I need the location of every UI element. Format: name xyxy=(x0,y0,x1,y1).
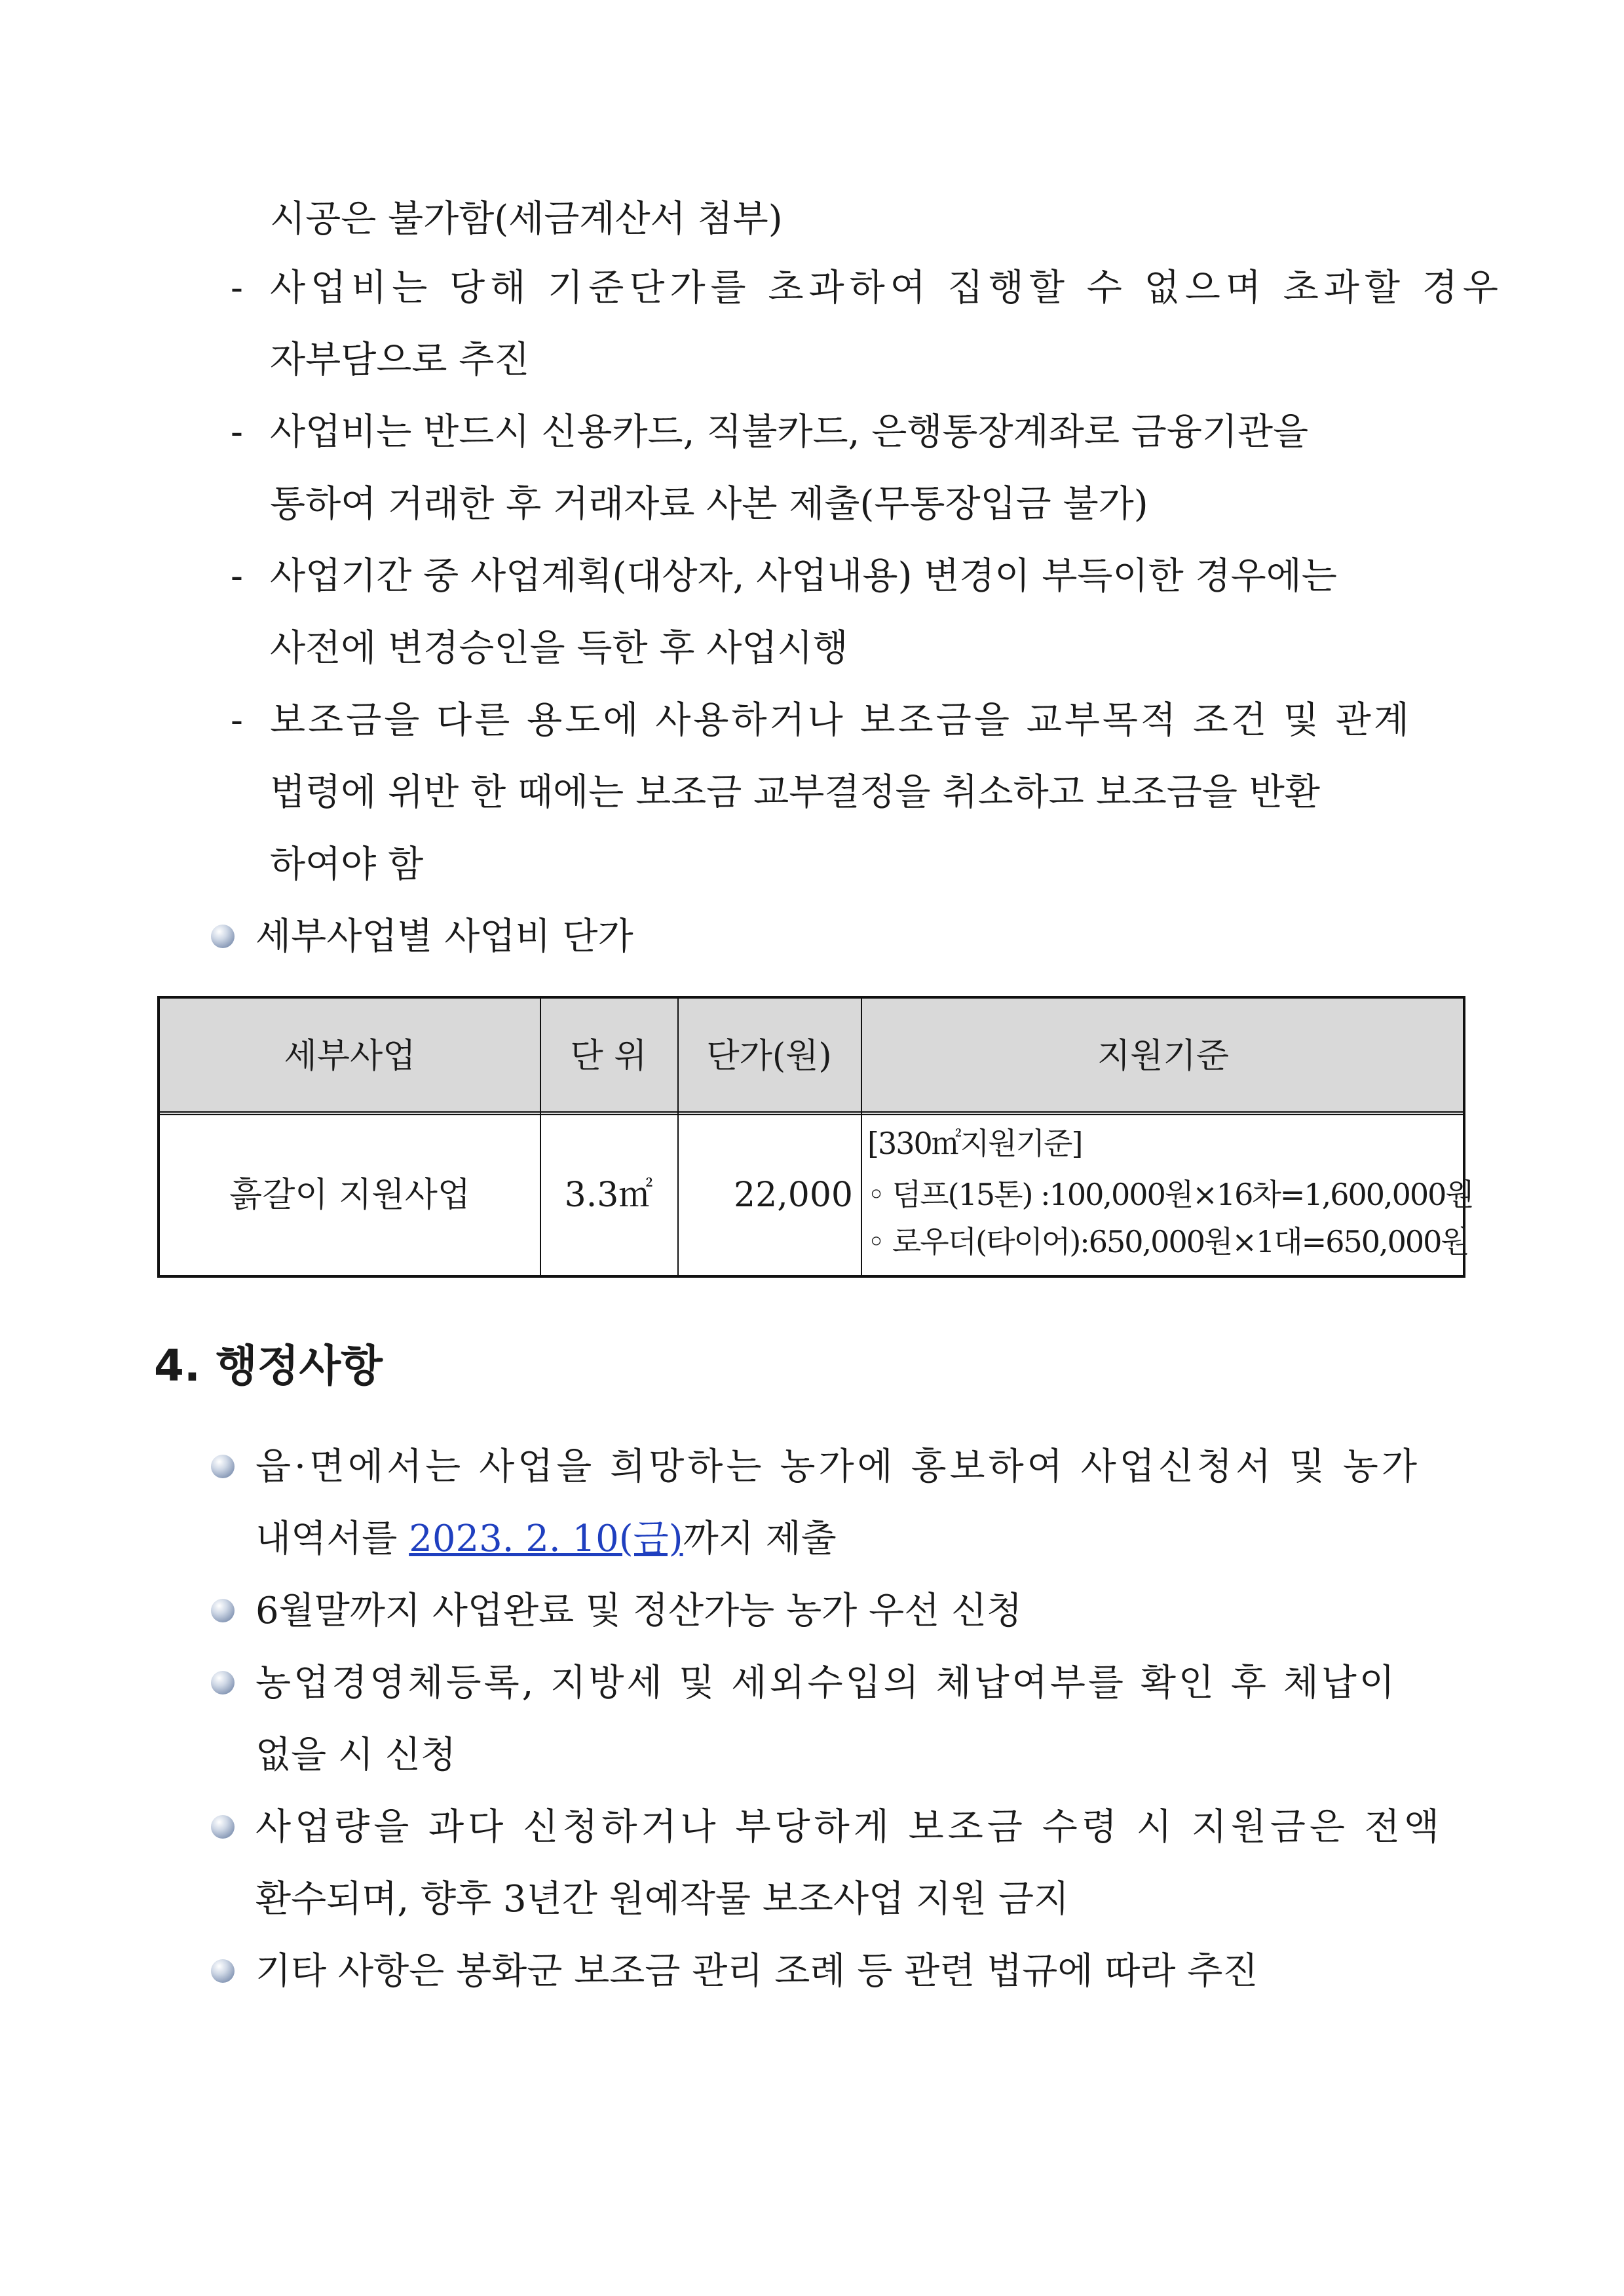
dash-marker: - xyxy=(231,555,243,598)
paragraph-line: 통하여 거래한 후 거래자료 사본 제출(무통장입금 불가) xyxy=(270,483,1148,526)
sphere-bullet-icon xyxy=(211,1671,235,1694)
admin-item-line: 없을 시 신청 xyxy=(255,1734,457,1776)
sphere-bullet-icon xyxy=(211,925,235,948)
section-heading: 4. 행정사항 xyxy=(154,1341,383,1391)
admin-item-line: 환수되며, 향후 3년간 원예작물 보조사업 지원 금지 xyxy=(255,1878,1070,1921)
paragraph-line: 사업기간 중 사업계획(대상자, 사업내용) 변경이 부득이한 경우에는 xyxy=(270,555,1337,598)
paragraph-line: 사전에 변경승인을 득한 후 사업시행 xyxy=(270,627,848,670)
cell-criteria-line: [330㎡지원기준] xyxy=(867,1126,1082,1161)
sphere-bullet-icon xyxy=(211,1599,235,1622)
sphere-bullet-icon xyxy=(211,1815,235,1839)
dash-marker: - xyxy=(231,411,243,453)
paragraph-line: 보조금을 다른 용도에 사용하거나 보조금을 교부목적 조건 및 관계 xyxy=(270,699,1412,742)
paragraph-line: 사업비는 반드시 신용카드, 직불카드, 은행통장계좌로 금융기관을 xyxy=(270,411,1309,453)
admin-item-text: 내역서를 xyxy=(255,1518,409,1560)
paragraph-line: 자부담으로 추진 xyxy=(270,339,530,381)
cell-project: 흙갈이 지원사업 xyxy=(229,1176,471,1215)
header-unit: 단 위 xyxy=(570,1037,647,1076)
cell-unit: 3.3㎡ xyxy=(564,1176,653,1215)
admin-item-line: 농업경영체등록, 지방세 및 세외수입의 체납여부를 확인 후 체납이 xyxy=(255,1662,1397,1704)
dash-marker: - xyxy=(231,699,243,742)
paragraph-line: 하여야 함 xyxy=(270,843,424,886)
header-project: 세부사업 xyxy=(284,1037,416,1076)
sphere-bullet-icon xyxy=(211,1959,235,1983)
dash-marker: - xyxy=(231,267,243,309)
admin-item-line: 읍·면에서는 사업을 희망하는 농가에 홍보하여 사업신청서 및 농가 xyxy=(255,1445,1420,1488)
header-criteria: 지원기준 xyxy=(1097,1037,1229,1076)
admin-item-line: 6월말까지 사업완료 및 정산가능 농가 우선 신청 xyxy=(255,1590,1023,1632)
cell-criteria-line: ◦ 덤프(15톤) :100,000원×16차=1,600,000원 xyxy=(867,1177,1473,1212)
continuation-line: 시공은 불가함(세금계산서 첨부) xyxy=(270,198,783,240)
admin-item-line: 사업량을 과다 신청하거나 부당하게 보조금 수령 시 지원금은 전액 xyxy=(255,1806,1443,1848)
section-subtitle: 세부사업별 사업비 단가 xyxy=(255,915,633,958)
admin-item-text: 까지 제출 xyxy=(683,1518,837,1560)
cell-criteria-line: ◦ 로우더(타이어):650,000원×1대=650,000원 xyxy=(867,1224,1469,1259)
unit-price-table xyxy=(157,996,1473,1278)
sphere-bullet-icon xyxy=(211,1455,235,1478)
admin-item-line xyxy=(255,1516,837,1562)
header-price: 단가(원) xyxy=(706,1037,832,1076)
admin-item-line: 기타 사항은 봉화군 보조금 관리 조례 등 관련 법규에 따라 추진 xyxy=(255,1950,1258,1993)
deadline-link[interactable]: 2023. 2. 10(금) xyxy=(409,1518,683,1560)
cell-price: 22,000 xyxy=(734,1176,853,1215)
paragraph-line: 법령에 위반 한 때에는 보조금 교부결정을 취소하고 보조금을 반환 xyxy=(270,771,1320,814)
paragraph-line: 사업비는 당해 기준단가를 초과하여 집행할 수 없으며 초과할 경우 xyxy=(270,267,1503,309)
